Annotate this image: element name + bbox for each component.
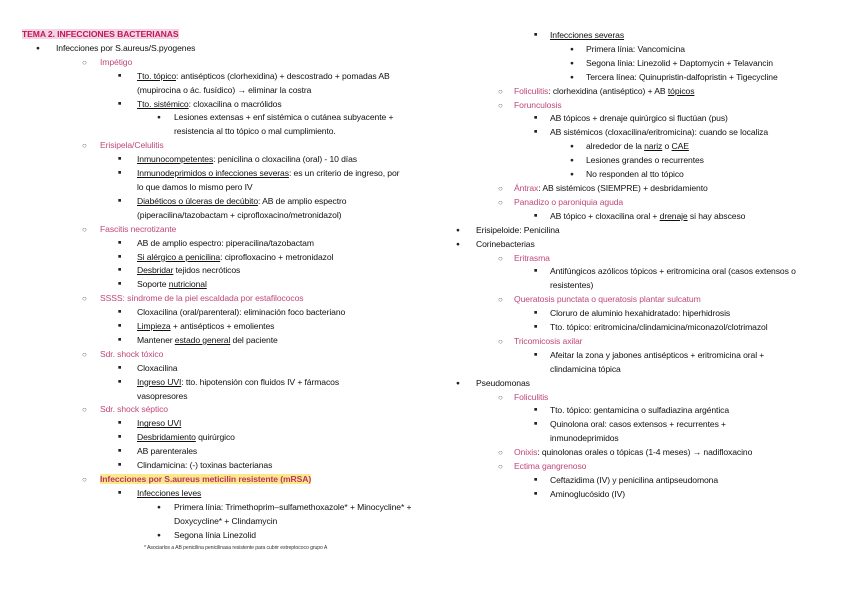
list-item: ○ Sdr. shock tóxico bbox=[22, 348, 422, 362]
bullet-circle-icon: ○ bbox=[498, 295, 503, 305]
list-item: ■ Clindamicina: (-) toxinas bacterianas bbox=[22, 459, 422, 473]
list-item: ■ Antifúngicos azólicos tópicos + eritromicina oral (casos extensos o resistentes) bbox=[534, 266, 796, 291]
bullet-circle-icon: ○ bbox=[498, 86, 503, 96]
list-item: ○ Forunculosis bbox=[452, 99, 837, 113]
list-item: ■ Mantener estado general del paciente bbox=[22, 334, 422, 348]
list-item: ○ Panadizo o paroniquia aguda bbox=[452, 196, 837, 210]
bullet-square-icon: ■ bbox=[118, 239, 122, 246]
bullet-circle-icon: ○ bbox=[498, 253, 503, 263]
list-item: ■ Aminoglucósido (IV) bbox=[452, 488, 837, 502]
list-item: ■ Tto. sistémico: cloxacilina o macrólidos bbox=[22, 98, 422, 112]
list-item: ■ Diabéticos o úlceras de decúbito: AB de amplio espectro (piperacilina/tazobactam + ciprofloxacino/metronidazol) bbox=[118, 195, 347, 220]
bullet-circle-icon: ○ bbox=[498, 448, 503, 458]
bullet-disc-icon: ● bbox=[36, 44, 40, 52]
list-item: ■ Cloxacilina bbox=[22, 362, 422, 376]
list-item: ● No responden al tto tópico bbox=[452, 168, 837, 182]
list-item: ■ Infecciones leves bbox=[22, 487, 422, 501]
list-item: ■ Ingreso UVI: tto. hipotensión con fluidos IV + fármacos vasopresores bbox=[118, 376, 340, 401]
list-item: ○ Onixis: quinolonas orales o tópicas (1-4 meses) → nadifloxacino bbox=[452, 446, 837, 460]
bullet-disc-icon: ● bbox=[456, 379, 460, 387]
bullet-disc-icon: ● bbox=[570, 143, 574, 151]
list-item: ● Infecciones por S.aureus/S.pyogenes bbox=[22, 42, 422, 56]
bullet-square-icon: ■ bbox=[118, 336, 122, 343]
bullet-circle-icon: ○ bbox=[498, 100, 503, 110]
list-item: ■ AB parenterales bbox=[22, 445, 422, 459]
list-item: ■ Inmunodeprimidos o infecciones severas: es un criterio de ingreso, por lo que damos lo mismo pero IV bbox=[118, 168, 400, 192]
bullet-square-icon: ■ bbox=[118, 309, 122, 316]
list-item: ● Lesiones grandes o recurrentes bbox=[452, 154, 837, 168]
bullet-circle-icon: ○ bbox=[498, 197, 503, 207]
list-item: ■ Ingreso UVI bbox=[22, 417, 422, 431]
bullet-square-icon: ■ bbox=[534, 32, 538, 38]
list-item: ■ Desbridamiento quirúrgico bbox=[22, 431, 422, 445]
bullet-circle-icon: ○ bbox=[82, 405, 87, 415]
list-item: ■ Si alérgico a penicilina: ciprofloxacino + metronidazol bbox=[22, 251, 422, 265]
list-item: ○ Sdr. shock séptico bbox=[22, 403, 422, 417]
bullet-square-icon: ■ bbox=[534, 115, 538, 122]
list-item: ○ Erisipela/Celulitis bbox=[22, 139, 422, 153]
bullet-square-icon: ■ bbox=[534, 351, 538, 358]
bullet-square-icon: ■ bbox=[534, 490, 538, 497]
list-item: ■ Afeitar la zona y jabones antisépticos + eritromicina oral + clindamicina tópica bbox=[534, 349, 765, 374]
list-item: ■ Cloxacilina (oral/parenteral): eliminación foco bacteriano bbox=[22, 306, 422, 320]
bullet-square-icon: ■ bbox=[118, 72, 122, 79]
list-item: ■ Tto. tópico: eritromicina/clindamicina/miconazol/clotrimazol bbox=[452, 321, 837, 335]
footnote: * Asociarlos a AB penicilina penicilinasa resistente para cubrir estreptococo grupo A bbox=[144, 544, 328, 551]
bullet-square-icon: ■ bbox=[118, 462, 122, 469]
bullet-square-icon: ■ bbox=[118, 434, 122, 441]
bullet-square-icon: ■ bbox=[534, 477, 538, 483]
bullet-disc-icon: ● bbox=[570, 171, 574, 179]
list-item: ■ Inmunocompetentes: penicilina o cloxacilina (oral) - 10 días bbox=[22, 153, 422, 167]
bullet-square-icon: ■ bbox=[118, 253, 122, 260]
list-item: ■ Cloruro de aluminio hexahidratado: hiperhidrosis bbox=[452, 307, 837, 321]
list-item: ■ Ceftazidima (IV) y penicilina antipseudomona bbox=[452, 474, 837, 488]
bullet-disc-icon: ● bbox=[456, 240, 460, 248]
list-item: ○ Foliculitis: clorhexidina (antiséptico) + AB tópicos bbox=[452, 85, 837, 99]
bullet-disc-icon: ● bbox=[157, 531, 161, 539]
list-item: ● Segona línia: Linezolid + Daptomycin + Telavancin bbox=[452, 57, 837, 71]
bullet-circle-icon: ○ bbox=[82, 224, 87, 234]
bullet-disc-icon: ● bbox=[570, 59, 574, 67]
bullet-square-icon: ■ bbox=[118, 267, 122, 274]
bullet-square-icon: ■ bbox=[534, 407, 538, 414]
list-item: ■ Soporte nutricional bbox=[22, 278, 422, 292]
list-item: ● Tercera línea: Quinupristin-dalfopristin + Tigecycline bbox=[452, 71, 837, 85]
list-item: ■ Desbridar tejidos necróticos bbox=[22, 264, 422, 278]
left-column bbox=[22, 28, 422, 553]
list-item: ○ Foliculitis bbox=[452, 391, 837, 405]
list-item: ○ Ántrax: AB sistémicos (SIEMPRE) + desbridamiento bbox=[452, 182, 837, 196]
bullet-square-icon: ■ bbox=[118, 156, 122, 163]
bullet-disc-icon: ● bbox=[456, 226, 460, 234]
bullet-square-icon: ■ bbox=[118, 197, 122, 204]
bullet-circle-icon: ○ bbox=[498, 336, 503, 346]
list-item: ● Erisipeloide: Penicilina bbox=[452, 224, 837, 238]
bullet-disc-icon: ● bbox=[157, 503, 161, 511]
list-item: ○ Queratosis punctata o queratosis plantar sulcatum bbox=[452, 293, 837, 307]
list-item: ○ Eritrasma bbox=[452, 252, 837, 266]
right-column bbox=[452, 29, 837, 502]
bullet-square-icon: ■ bbox=[534, 421, 538, 428]
bullet-circle-icon: ○ bbox=[82, 294, 87, 304]
bullet-square-icon: ■ bbox=[118, 364, 122, 371]
bullet-circle-icon: ○ bbox=[498, 183, 503, 193]
list-item: ○ SSSS: síndrome de la piel escaldada por estafilococos bbox=[22, 292, 422, 306]
bullet-square-icon: ■ bbox=[118, 281, 122, 288]
bullet-square-icon: ■ bbox=[118, 489, 122, 496]
list-item: ○ Tricomicosis axilar bbox=[452, 335, 837, 349]
bullet-square-icon: ■ bbox=[118, 100, 122, 107]
list-item: ■ Limpieza + antisépticos + emolientes bbox=[22, 320, 422, 334]
list-item: ■ Tto. tópico: gentamicina o sulfadiazina argéntica bbox=[452, 404, 837, 418]
list-item: ■ AB de amplio espectro: piperacilina/tazobactam bbox=[22, 237, 422, 251]
list-item: ○ Impétigo bbox=[22, 56, 422, 70]
bullet-square-icon: ■ bbox=[118, 448, 122, 455]
list-item: ● Primera línia: Trimethoprim–sulfamethoxazole* + Minocycline* + Doxycycline* + Clindamycin bbox=[157, 501, 412, 526]
bullet-square-icon: ■ bbox=[534, 324, 538, 331]
list-item: ■ Tto. tópico: antisépticos (clorhexidina) + descostrado + pomadas AB (mupirocina o ác. fusídico) → eliminar la costra bbox=[118, 70, 390, 95]
bullet-square-icon: ■ bbox=[118, 420, 122, 427]
bullet-circle-icon: ○ bbox=[498, 392, 503, 402]
list-item: ● alrededor de la nariz o CAE bbox=[452, 140, 837, 154]
bullet-circle-icon: ○ bbox=[82, 349, 87, 359]
list-item: ● Corinebacterias bbox=[452, 238, 837, 252]
bullet-square-icon: ■ bbox=[118, 170, 122, 177]
bullet-circle-icon: ○ bbox=[498, 462, 503, 472]
bullet-disc-icon: ● bbox=[157, 114, 161, 122]
list-item: ■ AB tópicos + drenaje quirúrgico si fluctúan (pus) bbox=[452, 112, 837, 126]
list-item: ● Primera línia: Vancomicina bbox=[452, 43, 837, 57]
list-item: ● Lesiones extensas + enf sistémica o cutánea subyacente + resistencia al tto tópico o mal cumplimiento. bbox=[157, 112, 394, 137]
page-title: TEMA 2. INFECCIONES BACTERIANAS bbox=[22, 29, 179, 39]
bullet-square-icon: ■ bbox=[118, 323, 122, 330]
list-item: ■ AB sistémicos (cloxacilina/eritromicina): cuando se localiza bbox=[452, 126, 837, 140]
bullet-square-icon: ■ bbox=[118, 378, 122, 385]
bullet-disc-icon: ● bbox=[570, 157, 574, 165]
bullet-circle-icon: ○ bbox=[82, 141, 87, 151]
list-item: ● Segona línia Linezolid bbox=[22, 529, 422, 543]
list-item: ■ Quinolona oral: casos extensos + recurrentes + inmunodeprimidos bbox=[534, 419, 726, 444]
bullet-disc-icon: ● bbox=[570, 45, 574, 53]
list-item: ■ AB tópico + cloxacilina oral + drenaje si hay absceso bbox=[452, 210, 837, 224]
list-item: ○ Infecciones por S.aureus meticilin resistente (mRSA) bbox=[22, 473, 422, 487]
bullet-square-icon: ■ bbox=[534, 268, 538, 275]
bullet-circle-icon: ○ bbox=[82, 475, 87, 484]
list-item: ○ Ectima gangrenoso bbox=[452, 460, 837, 474]
list-item: ○ Fascitis necrotizante bbox=[22, 223, 422, 237]
list-item: ● Pseudomonas bbox=[452, 377, 837, 391]
bullet-circle-icon: ○ bbox=[82, 57, 87, 67]
bullet-square-icon: ■ bbox=[534, 310, 538, 317]
bullet-square-icon: ■ bbox=[534, 129, 538, 136]
bullet-square-icon: ■ bbox=[534, 212, 538, 219]
list-item: ■ Infecciones severas bbox=[452, 29, 837, 43]
bullet-disc-icon: ● bbox=[570, 73, 574, 81]
